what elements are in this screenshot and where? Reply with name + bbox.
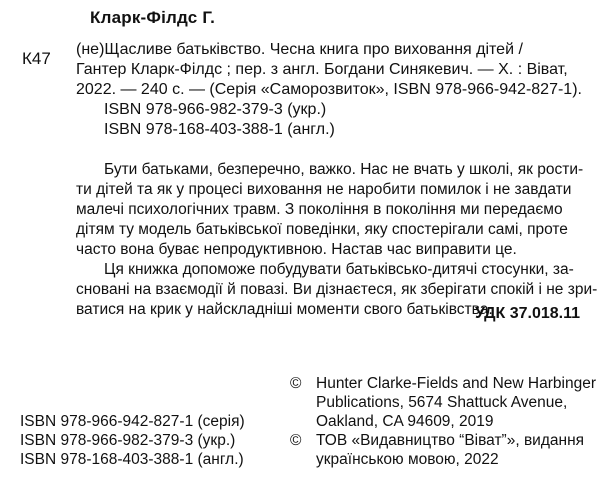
description-line: 2022. — 240 с. — (Серія «Саморозвиток», ISBN 978-966-942-827-1). <box>76 81 582 98</box>
isbn-line: ISBN 978-168-403-388-1 (англ.) <box>20 451 244 468</box>
copyright-entry <box>290 431 595 469</box>
copyright-line: Publications, 5674 Shattuck Avenue, <box>316 394 568 411</box>
annotation-line: дітям ту модель батьківської поведінки, яку спостерігали самі, проте <box>76 221 568 238</box>
copyright-entry <box>290 374 595 431</box>
library-code: К47 <box>22 49 51 68</box>
annotation-line: ти дітей та як у процесі виховання не наробити помилок і не завдати <box>76 181 572 198</box>
copyright-line: Hunter Clarke-Fields and New Harbinger <box>316 375 596 392</box>
udk-code: УДК 37.018.11 <box>474 305 580 322</box>
copyright-line: Oakland, CA 94609, 2019 <box>316 413 494 430</box>
isbn-line: ISBN 978-966-982-379-3 (укр.) <box>20 432 236 449</box>
copyright-line: українською мовою, 2022 <box>316 451 499 468</box>
annotation-line: сновані на взаємодії й повазі. Ви дізнаєтеся, як зберігати спокій і не зри- <box>76 281 598 298</box>
copyright-block <box>290 374 595 469</box>
description-line: (не)Щасливе батьківство. Чесна книга про виховання дітей / <box>76 41 523 58</box>
bibliographic-description <box>76 40 596 140</box>
copyright-symbol: © <box>290 375 302 392</box>
isbn-list <box>20 412 245 469</box>
isbn-line: ISBN 978-168-403-388-1 (англ.) <box>104 121 335 138</box>
annotation-line: Ця книжка допоможе побудувати батьківсько-дитячі стосунки, за- <box>104 261 574 278</box>
isbn-line: ISBN 978-966-982-379-3 (укр.) <box>104 101 327 118</box>
isbn-line: ISBN 978-966-942-827-1 (серія) <box>20 413 245 430</box>
annotation-line: часто вона буває непродуктивною. Настав час виправити це. <box>76 241 517 258</box>
annotation-line: малечі психологічних травм. З покоління в покоління ми передаємо <box>76 201 563 218</box>
author-heading: Кларк-Філдс Г. <box>90 8 215 27</box>
description-line: Гантер Кларк-Філдс ; пер. з англ. Богдани Синякевич. — Х. : Віват, <box>76 61 568 78</box>
annotation-line: Бути батьками, безперечно, важко. Нас не вчать у школі, як рости- <box>104 161 584 178</box>
copyright-line: ТОВ «Видавництво “Віват”», видання <box>316 432 585 449</box>
copyright-symbol: © <box>290 432 302 449</box>
annotation-line: ватися на крик у найскладніші моменти свого батьківства. <box>76 301 493 318</box>
annotation <box>76 160 598 320</box>
